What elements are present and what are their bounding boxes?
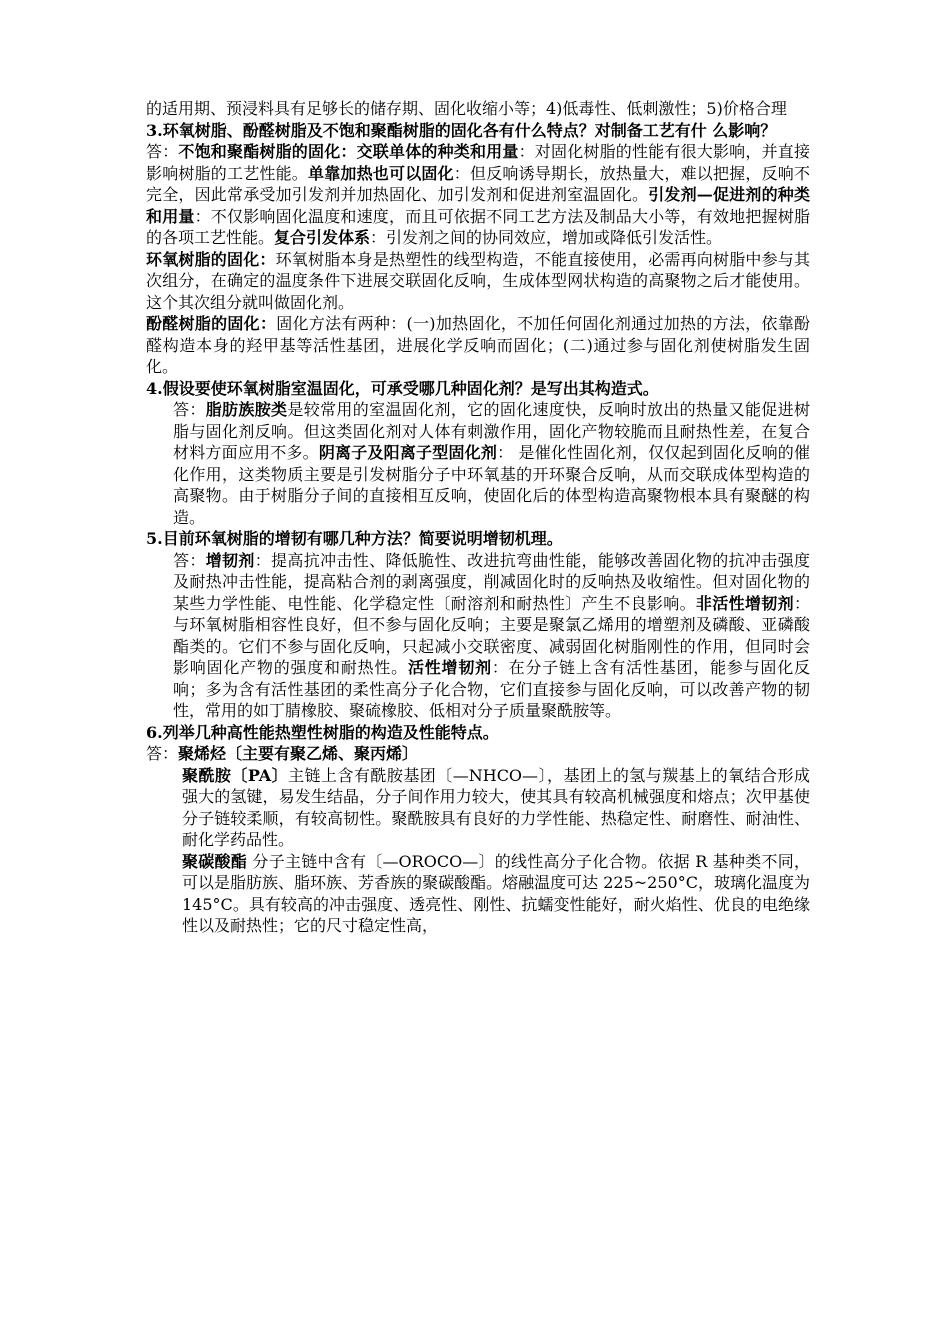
answer-3-phenolic: 酚醛树脂的固化：固化方法有两种：(一)加热固化，不加任何固化剂通过加热的方法，依靠酚醛构造本身的羟甲基等活性基团，进展化学反响而固化；(二)通过参与固化剂使树脂发生固化。: [146, 314, 810, 376]
question-4: 4.假设要使环氧树脂室温固化，可承受哪几种固化剂？是写出其构造式。: [146, 378, 659, 398]
answer-6-polyamide: 聚酰胺〔PA〕主链上含有酰胺基团〔—NHCO—〕，基团上的氢与羰基上的氧结合形成强大的氢键，易发生结晶，分子间作用力较大，使其具有较高机械强度和熔点；次甲基使分子链较柔顺，有较高韧性。聚酰胺具有良好的力学性能、热稳定性、耐磨性、耐油性、耐化学药品性。: [182, 765, 810, 849]
document-page: [146, 98, 810, 937]
answer-3-epoxy: 环氧树脂的固化：环氧树脂本身是热塑性的线型构造，不能直接使用，必需再向树脂中参与其次组分，在确定的温度条件下进展交联固化反响，生成体型网状构造的高聚物之后才能使用。这个其次组分就叫做固化剂。: [146, 249, 810, 312]
answer-5: 答：增韧剂：提高抗冲击性、降低脆性、改进抗弯曲性能，能够改善固化物的抗冲击强度及耐热冲击性能，提高粘合剂的剥离强度，削减固化时的反响热及收缩性。但对固化物的某些力学性能、电性能、化学稳定性〔耐溶剂和耐热性〕产生不良影响。非活性增韧剂：与环氧树脂相容性良好，但不参与固化反响；主要是聚氯乙烯用的增塑剂及磷酸、亚磷酸酯类的。它们不参与固化反响，只起减小交联密度、减弱固化树脂刚性的作用，但同时会影响固化产物的强度和耐热性。活性增韧剂：在分子链上含有活性基团，能参与固化反响；多为含有活性基团的柔性高分子化合物，它们直接参与固化反响，可以改善产物的韧性，常用的如丁腈橡胶、聚硫橡胶、低相对分子质量聚酰胺等。: [173, 550, 810, 720]
continuation-text: 的适用期、预浸料具有足够长的储存期、固化收缩小等；4)低毒性、低刺激性；5)价格合理: [146, 99, 787, 118]
answer-4: 答：脂肪族胺类是较常用的室温固化剂，它的固化速度快，反响时放出的热量又能促进树脂与固化剂反响。但这类固化剂对人体有刺激作用，固化产物较脆而且耐热性差，在复合材料方面应用不多。阴离子及阳离子型固化剂： 是催化性固化剂，仅仅起到固化反响的催化作用，这类物质主要是引发树脂分子中环氧基的开环聚合反响，从而交联成体型构造的高聚物。由于树脂分子间的直接相互反响，使固化后的体型构造高聚物根本具有聚醚的构造。: [173, 400, 810, 527]
question-3: 3.环氧树脂、酚醛树脂及不饱和聚酯树脂的固化各有什么特点？对制备工艺有什 么影响？: [146, 120, 777, 140]
answer-6-polycarbonate: 聚碳酸酯 分子主链中含有〔—OROCO—〕的线性高分子化合物。依据 R 基种类不同，可以是脂肪族、脂环族、芳香族的聚碳酸酯。熔融温度可达 225~250°C，玻璃化温度为 145°C。具有较高的冲击强度、透亮性、刚性、抗蠕变性能好，耐火焰性、优良的电绝缘性以及耐热性；它的尺寸稳定性高，: [182, 851, 810, 935]
answer-3-unsaturated-polyester: 答：不饱和聚酯树脂的固化：交联单体的种类和用量：对固化树脂的性能有很大影响，并直接影响树脂的工艺性能。单靠加热也可以固化：但反响诱导期长，放热量大，难以把握，反响不完全，因此常承受加引发剂并加热固化、加引发剂和促进剂室温固化。引发剂—促进剂的种类和用量：不仅影响固化温度和速度，而且可依据不同工艺方法及制品大小等，有效地把握树脂的各项工艺性能。复合引发体系：引发剂之间的协同效应，增加或降低引发活性。: [146, 142, 810, 247]
answer-6-polyolefin: 答：聚烯烃〔主要有聚乙烯、聚丙烯〕: [146, 744, 419, 763]
question-6: 6.列举几种高性能热塑性树脂的构造及性能特点。: [146, 722, 499, 742]
question-5: 5.目前环氧树脂的增韧有哪几种方法？简要说明增韧机理。: [146, 529, 563, 548]
